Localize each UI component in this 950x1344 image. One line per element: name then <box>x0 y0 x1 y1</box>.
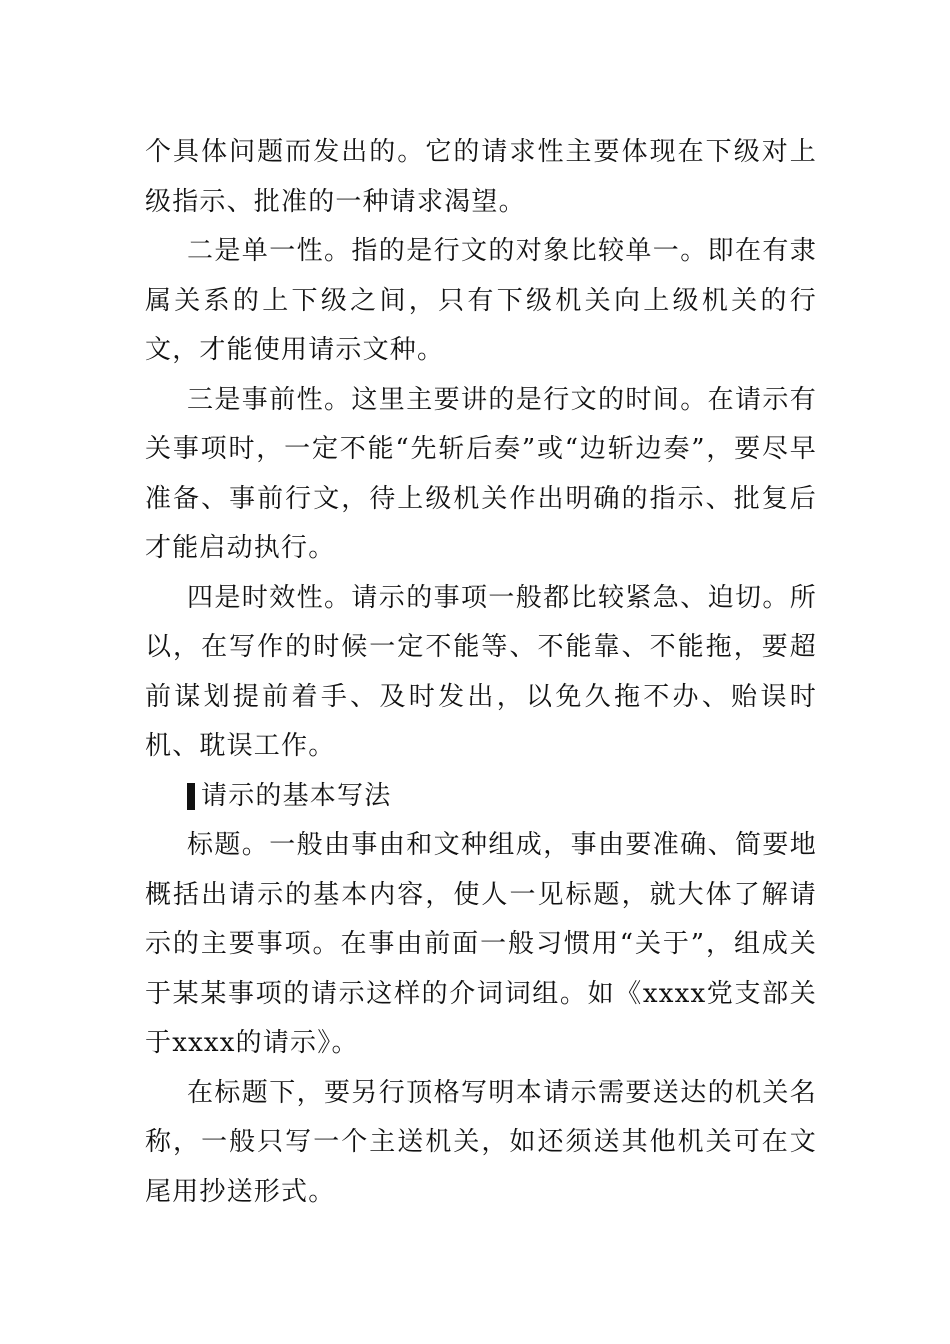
document-body <box>145 128 817 1217</box>
paragraph-title-rules: 标题。一般由事由和文种组成，事由要准确、简要地概括出请示的基本内容，使人一见标题，就大体了解请示的主要事项。在事由前面一般习惯用“关于”，组成关于某某事项的请示这样的介词词组。如《xxxx党支部关于xxxx的请示》。 <box>145 830 817 1058</box>
paragraph-continuation: 个具体问题而发出的。它的请求性主要体现在下级对上级指示、批准的一种请求渴望。 <box>145 137 817 217</box>
paragraph-timeliness: 四是时效性。请示的事项一般都比较紧急、迫切。所以，在写作的时候一定不能等、不能靠、不能拖，要超前谋划提前着手、及时发出，以免久拖不办、贻误时机、耽误工作。 <box>145 582 817 761</box>
paragraph-recipient-rules: 在标题下，要另行顶格写明本请示需要送达的机关名称，一般只写一个主送机关，如还须送其他机关可在文尾用抄送形式。 <box>145 1077 817 1207</box>
heading-bar-marker <box>187 783 195 810</box>
paragraph-timing: 三是事前性。这里主要讲的是行文的时间。在请示有关事项时，一定不能“先斩后奏”或“边斩边奏”，要尽早准备、事前行文，待上级机关作出明确的指示、批复后才能启动执行。 <box>145 384 817 563</box>
section-heading-text: 请示的基本写法 <box>201 780 392 811</box>
paragraph-uniqueness: 二是单一性。指的是行文的对象比较单一。即在有隶属关系的上下级之间，只有下级机关向上级机关的行文，才能使用请示文种。 <box>145 236 817 365</box>
section-heading <box>145 772 817 822</box>
